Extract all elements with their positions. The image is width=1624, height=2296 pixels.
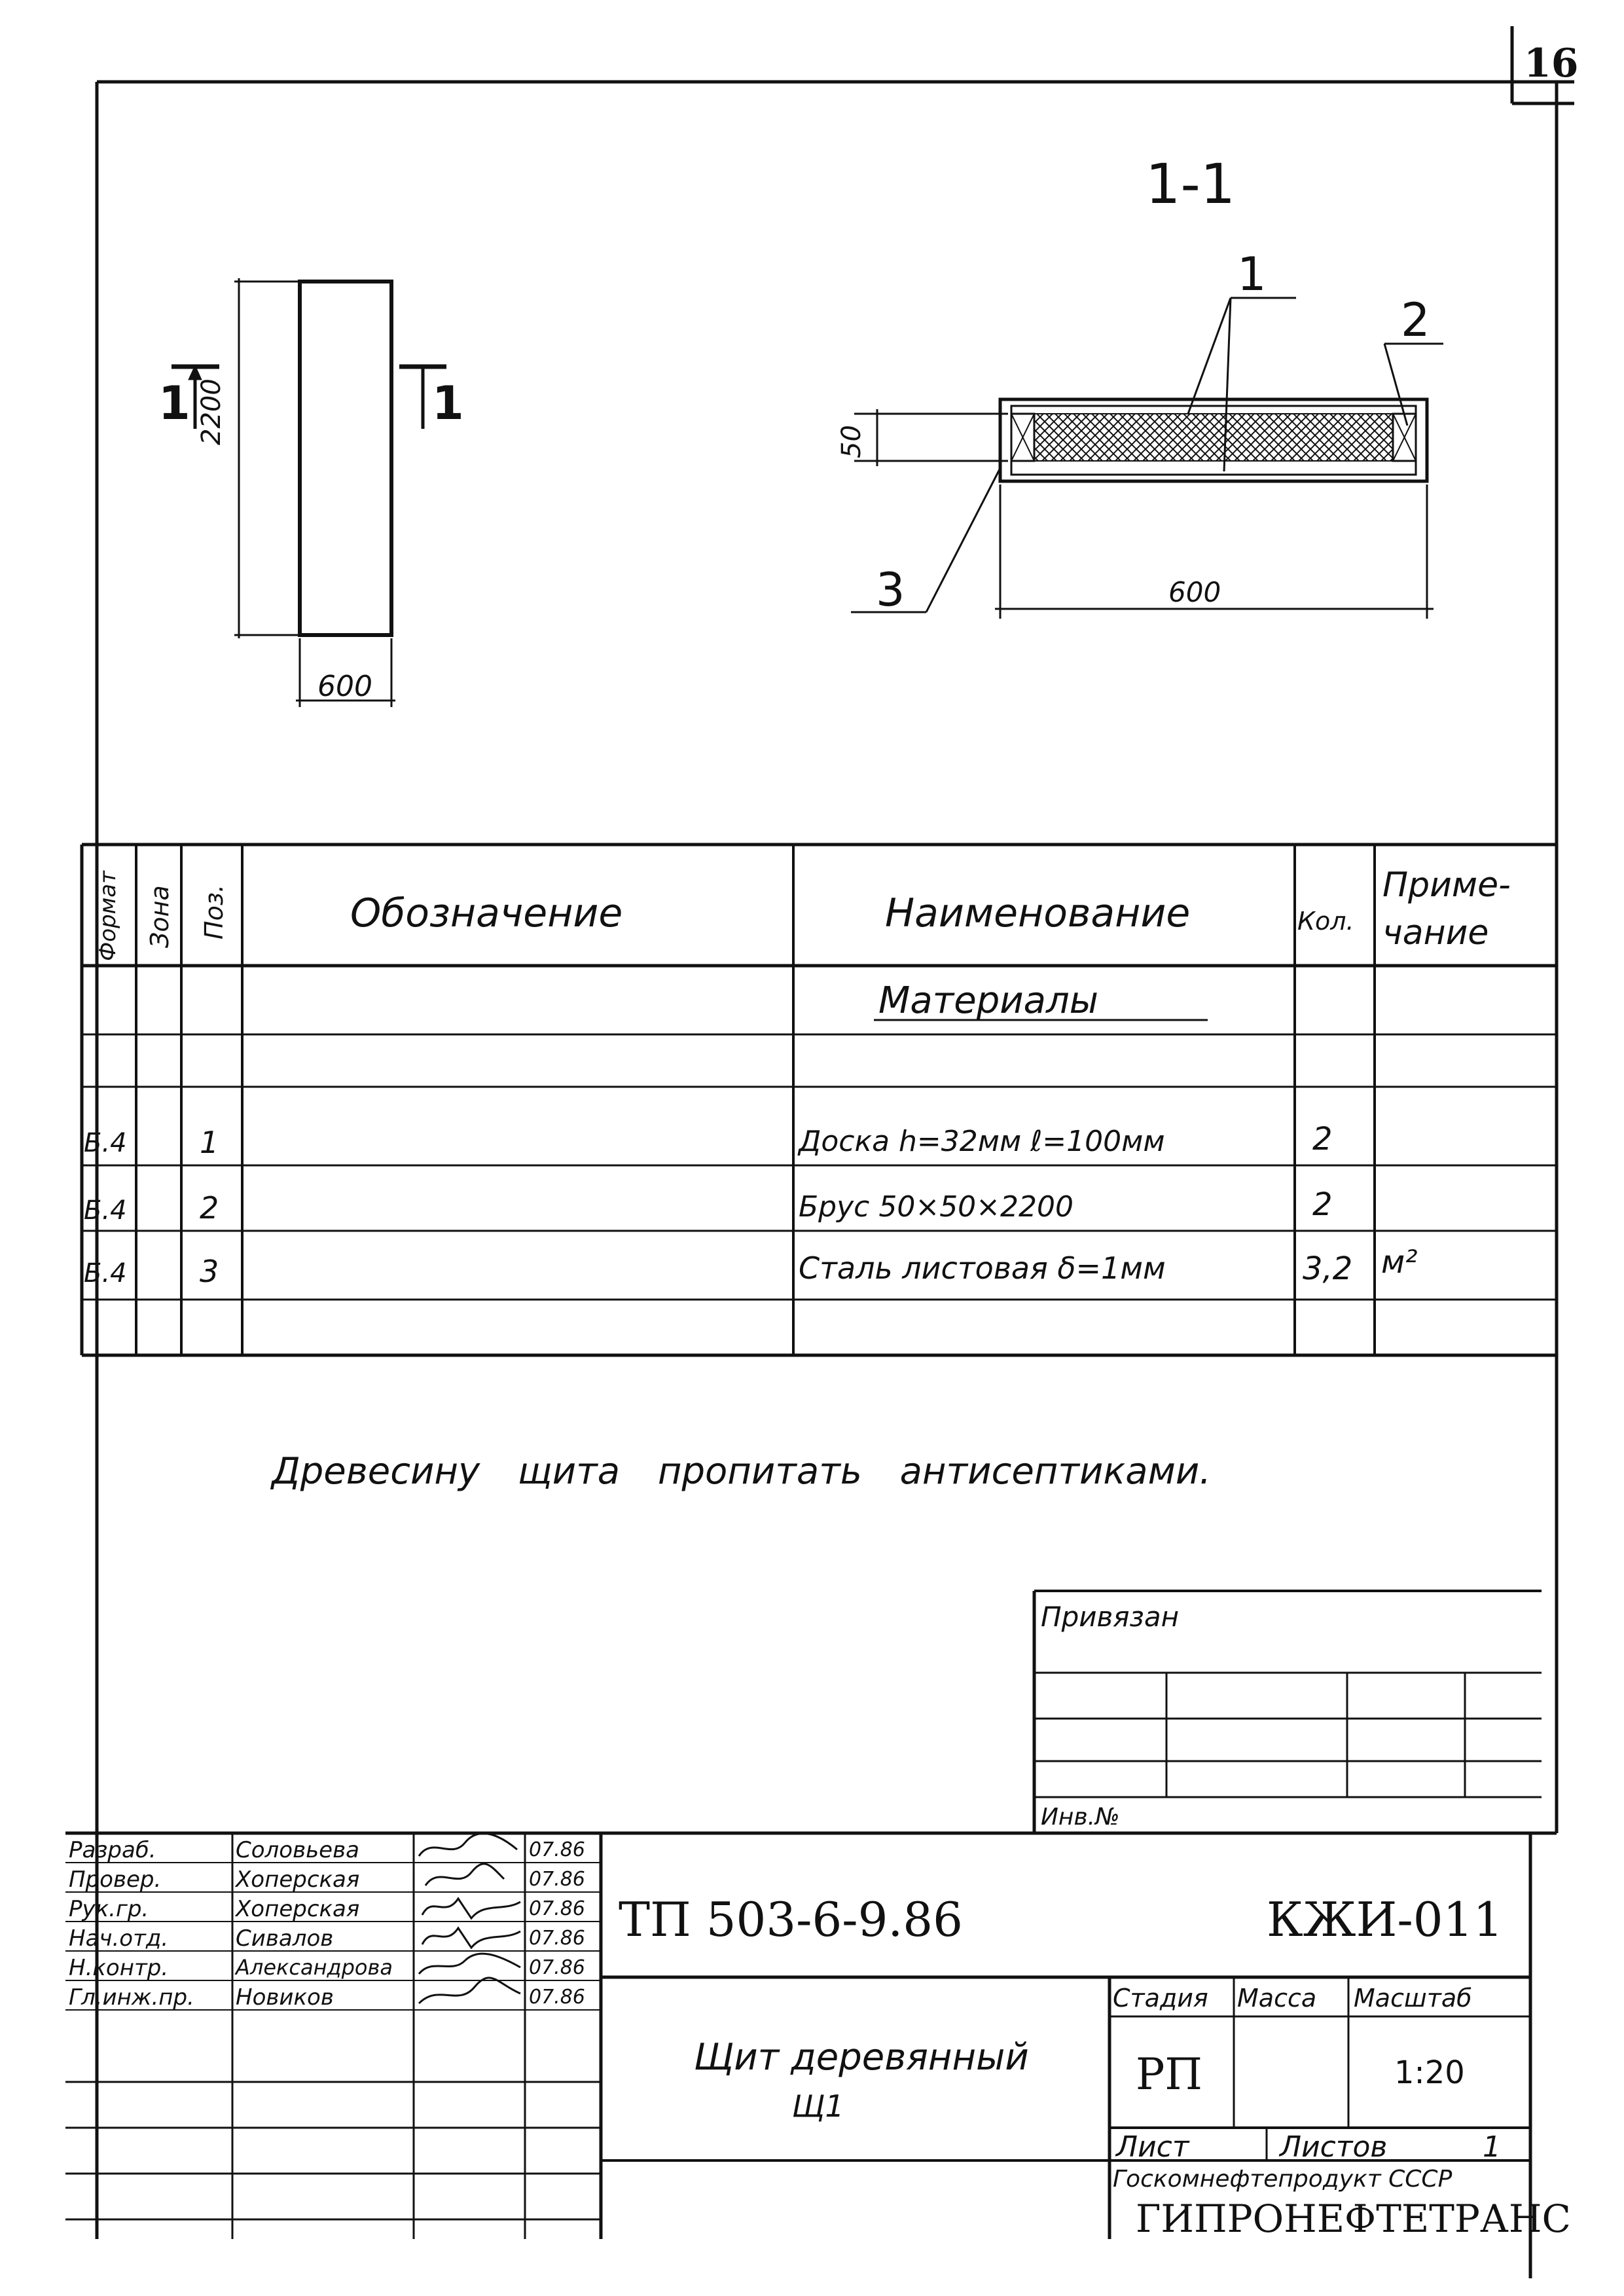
callout-1: 1 — [1237, 247, 1267, 301]
section-label: 1-1 — [1146, 152, 1236, 216]
general-note: Древесину щита пропитать антисептиками. — [272, 1450, 1212, 1493]
role-checker: Провер. — [69, 1867, 162, 1893]
binding-inv-label: Инв.№ — [1041, 1804, 1120, 1831]
role-dept-head: Нач.отд. — [69, 1925, 169, 1952]
row-1-qty: 2 — [1312, 1121, 1333, 1157]
name-chief-engineer: Новиков — [236, 1984, 334, 2011]
cut-mark-right: 1 — [432, 376, 464, 430]
drawing-title-line1: Щит деревянный — [694, 2036, 1029, 2079]
section-width-dim: 600 — [1168, 576, 1221, 608]
row-3-name: Сталь листовая δ=1мм — [799, 1250, 1166, 1286]
row-3-note: м² — [1381, 1244, 1418, 1281]
date-group-head: 07.86 — [529, 1897, 585, 1920]
name-checker: Хоперская — [236, 1867, 360, 1893]
binding-title: Привязан — [1041, 1601, 1180, 1633]
date-norm-control: 07.86 — [529, 1956, 585, 1979]
row-1-name: Доска h=32мм ℓ=100мм — [799, 1125, 1165, 1158]
row-3-qty: 3,2 — [1303, 1250, 1353, 1287]
name-developer: Соловьева — [236, 1837, 359, 1863]
row-2-qty: 2 — [1312, 1186, 1333, 1223]
header-zone: Зона — [145, 885, 174, 948]
elevation-height-dim: 2200 — [196, 378, 226, 445]
sheet-number: 16 — [1524, 41, 1579, 86]
callout-2: 2 — [1401, 293, 1430, 347]
stage-value: РП — [1136, 2049, 1202, 2100]
header-qty: Кол. — [1297, 907, 1354, 936]
header-designation: Обозначение — [350, 890, 623, 936]
drawing-title-line2: Щ1 — [792, 2088, 844, 2124]
row-1-pos: 1 — [200, 1125, 219, 1160]
name-norm-control: Александрова — [236, 1955, 393, 1980]
header-pos: Поз. — [200, 884, 228, 939]
sheet-label: Лист — [1116, 2130, 1189, 2164]
header-format: Формат — [95, 871, 121, 961]
org-line1: Госкомнефтепродукт СССР — [1113, 2166, 1453, 2193]
org-line2: ГИПРОНЕФТЕТРАНС — [1136, 2196, 1571, 2241]
date-dept-head: 07.86 — [529, 1927, 585, 1950]
role-norm-control: Н.контр. — [69, 1955, 169, 1981]
scale-label: Масштаб — [1354, 1984, 1472, 2013]
section-title-materials: Материалы — [878, 979, 1098, 1022]
mass-label: Масса — [1237, 1984, 1317, 2013]
row-3-format: Б.4 — [84, 1258, 127, 1288]
header-note-line2: чание — [1382, 913, 1489, 953]
role-group-head: Рук.гр. — [69, 1896, 149, 1922]
date-chief-engineer: 07.86 — [529, 1986, 585, 2009]
name-group-head: Хоперская — [236, 1896, 360, 1922]
sheet-code: КЖИ-011 — [1267, 1892, 1504, 1947]
header-note-line1: Приме- — [1382, 866, 1511, 905]
row-1-format: Б.4 — [84, 1128, 127, 1158]
row-2-pos: 2 — [200, 1190, 219, 1226]
cut-mark-left: 1 — [158, 376, 190, 430]
scale-value: 1:20 — [1394, 2054, 1465, 2091]
section-thickness-dim: 50 — [837, 425, 867, 458]
row-3-pos: 3 — [200, 1254, 219, 1289]
stage-label: Стадия — [1113, 1984, 1208, 2013]
sheets-label: Листов — [1280, 2130, 1388, 2164]
name-dept-head: Сивалов — [236, 1925, 334, 1952]
role-developer: Разраб. — [69, 1837, 156, 1863]
header-name: Наименование — [885, 890, 1191, 936]
callout-3: 3 — [876, 563, 905, 617]
doc-code: ТП 503-6-9.86 — [619, 1892, 963, 1947]
elevation-width-dim: 600 — [317, 670, 372, 703]
row-2-format: Б.4 — [84, 1195, 127, 1226]
row-2-name: Брус 50×50×2200 — [799, 1190, 1074, 1224]
sheets-count: 1 — [1483, 2130, 1501, 2164]
role-chief-engineer: Гл.инж.пр. — [69, 1984, 194, 2011]
date-developer: 07.86 — [529, 1838, 585, 1861]
date-checker: 07.86 — [529, 1868, 585, 1891]
